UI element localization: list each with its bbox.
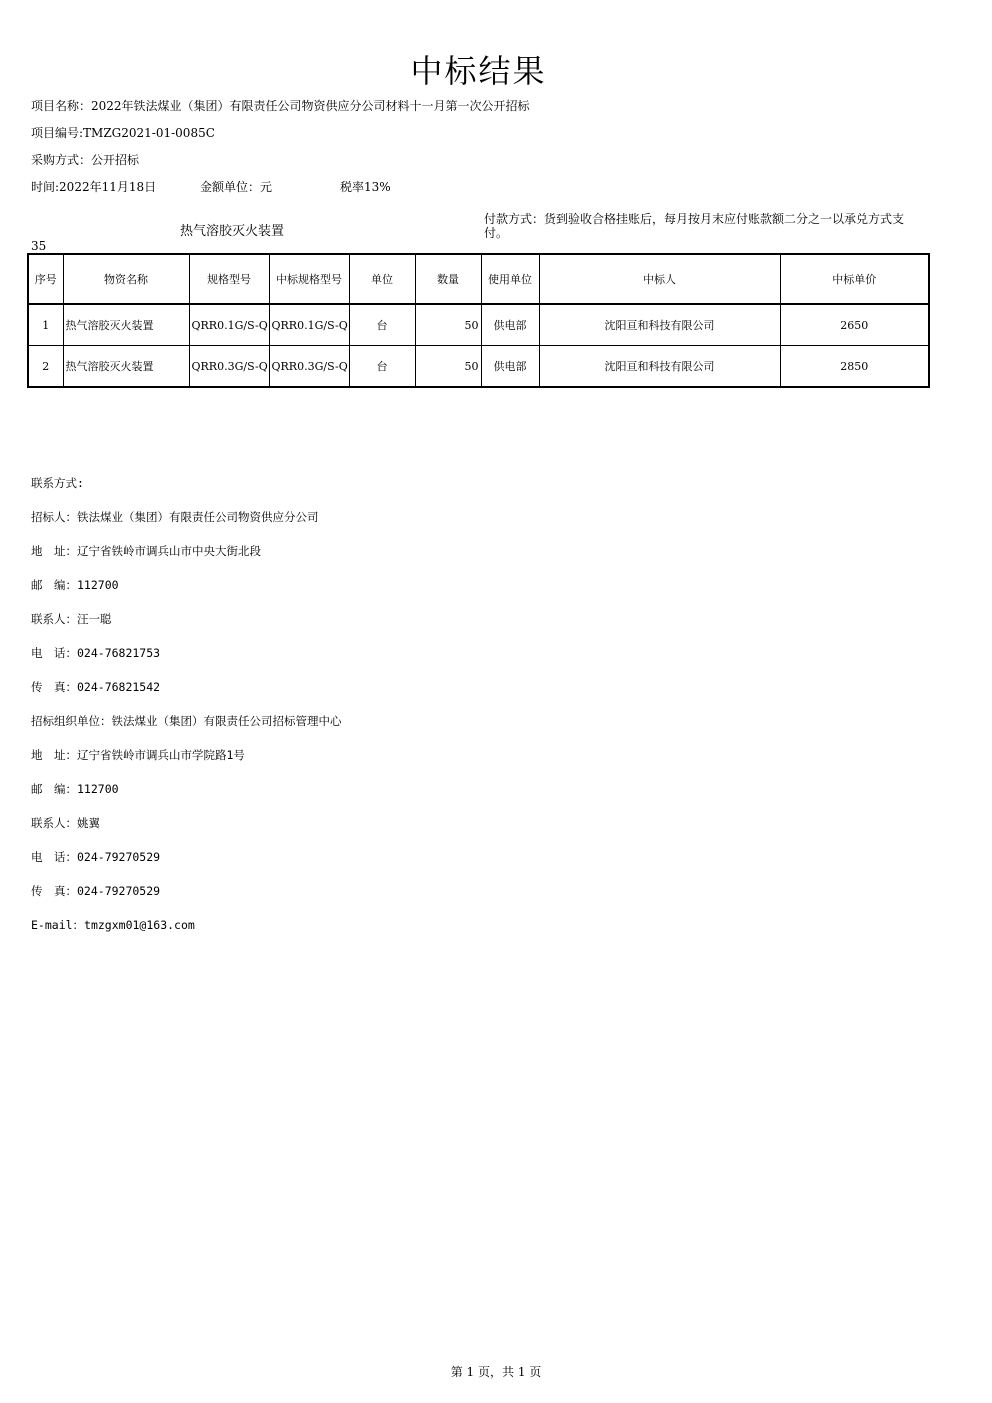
purchase-method: 采购方式：公开招标: [31, 153, 140, 167]
header-cell: 序号: [28, 254, 63, 304]
seq-cell: 1: [28, 304, 63, 346]
unit-cell: 台: [349, 346, 415, 388]
header-cell: 物资名称: [63, 254, 189, 304]
tax-rate: 税率13%: [340, 180, 391, 194]
seq-cell: 2: [28, 346, 63, 388]
price-cell: 2850: [780, 346, 929, 388]
name-cell: 热气溶胶灭火装置: [63, 304, 189, 346]
contact-line: 邮 编：112700: [31, 578, 119, 592]
contact-line: 联系人：汪一聪: [31, 612, 112, 626]
project-number: 项目编号:TMZG2021-01-0085C: [31, 126, 215, 140]
header-cell: 单位: [349, 254, 415, 304]
contact-block: [31, 458, 342, 951]
header-cell: 中标规格型号: [269, 254, 349, 304]
contact-line: 联系人：姚翼: [31, 816, 100, 830]
table-row: [28, 346, 929, 388]
header-cell: 使用单位: [481, 254, 539, 304]
spec-cell: QRR0.3G/S-Q: [189, 346, 269, 388]
project-name: 项目名称：2022年铁法煤业（集团）有限责任公司物资供应分公司材料十一月第一次公开招标: [31, 99, 530, 113]
header-cell: 中标人: [539, 254, 780, 304]
section-number: 35: [31, 239, 47, 253]
payment-terms: 付款方式：货到验收合格挂账后，每月按月末应付账款额二分之一以承兑方式支付。: [484, 212, 905, 240]
contact-line: 电 话：024-76821753: [31, 646, 161, 660]
result-table: [27, 253, 930, 388]
winner-cell: 沈阳亘和科技有限公司: [539, 346, 780, 388]
contact-email: E-mail：tmzgxm01@163.com: [31, 918, 195, 932]
contact-line: 电 话：024-79270529: [31, 850, 161, 864]
contact-line: 地 址：辽宁省铁岭市调兵山市学院路1号: [31, 748, 245, 762]
user-cell: 供电部: [481, 346, 539, 388]
header-cell: 规格型号: [189, 254, 269, 304]
winner-cell: 沈阳亘和科技有限公司: [539, 304, 780, 346]
contact-line: 地 址：辽宁省铁岭市调兵山市中央大街北段: [31, 544, 261, 558]
user-cell: 供电部: [481, 304, 539, 346]
contact-heading: 联系方式:: [31, 476, 84, 490]
amount-unit: 金额单位：元: [200, 180, 273, 194]
date: 时间:2022年11月18日: [31, 180, 157, 194]
section-title: 热气溶胶灭火装置: [180, 224, 285, 239]
header-cell: 中标单价: [780, 254, 929, 304]
contact-line: 招标人：铁法煤业（集团）有限责任公司物资供应分公司: [31, 510, 319, 524]
table-header-row: [28, 254, 929, 304]
contact-line: 招标组织单位：铁法煤业（集团）有限责任公司招标管理中心: [31, 714, 342, 728]
qty-cell: 50: [415, 346, 481, 388]
page-footer: 第 1 页，共 1 页: [450, 1365, 542, 1379]
page-title: 中标结果: [410, 52, 547, 90]
qty-cell: 50: [415, 304, 481, 346]
bid-spec-cell: QRR0.3G/S-Q: [269, 346, 349, 388]
contact-line: 传 真：024-79270529: [31, 884, 161, 898]
price-cell: 2650: [780, 304, 929, 346]
contact-line: 传 真：024-76821542: [31, 680, 161, 694]
bid-spec-cell: QRR0.1G/S-Q: [269, 304, 349, 346]
spec-cell: QRR0.1G/S-Q: [189, 304, 269, 346]
name-cell: 热气溶胶灭火装置: [63, 346, 189, 388]
unit-cell: 台: [349, 304, 415, 346]
table-row: [28, 304, 929, 346]
header-cell: 数量: [415, 254, 481, 304]
contact-line: 邮 编：112700: [31, 782, 119, 796]
